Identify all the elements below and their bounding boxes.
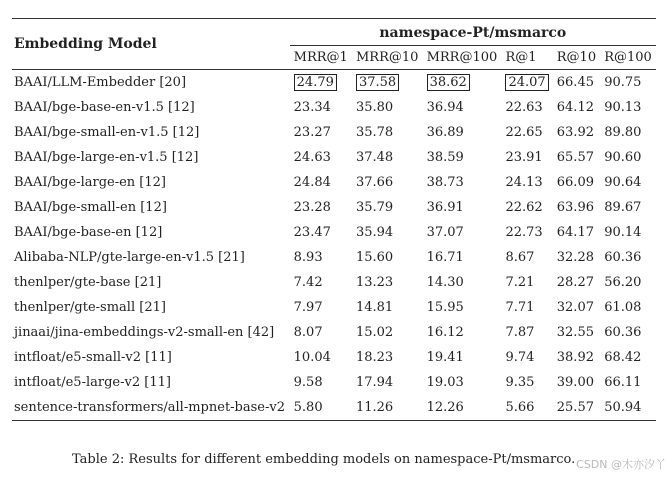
metric-value: 24.79 [294,74,337,91]
metric-value-cell [553,220,600,245]
metric-value-cell [600,70,656,96]
metric-header: R@10 [556,50,597,65]
table-row [12,145,656,170]
metric-value-cell [501,170,552,195]
metric-value-cell [290,220,352,245]
metric-value: 89.80 [604,125,642,140]
metric-value-cell [290,120,352,145]
metric-value-cell [501,345,552,370]
metric-value: 39.00 [556,375,594,390]
metric-value: 23.28 [293,200,331,215]
model-name-cell: thenlper/gte-base [21] [14,275,162,290]
metric-value: 7.71 [505,300,535,315]
metric-value: 7.87 [505,325,535,340]
metric-value-cell [553,170,600,195]
metric-value-cell [501,195,552,220]
metric-value: 38.59 [426,150,464,165]
metric-value: 24.84 [293,175,331,190]
metric-value: 35.80 [355,100,394,115]
metric-value: 12.26 [426,400,464,415]
metric-value-cell [501,320,552,345]
table-row [12,120,656,145]
model-name-cell: BAAI/bge-base-en [12] [14,225,163,240]
model-name-cell: BAAI/bge-small-en-v1.5 [12] [14,125,200,140]
metric-value-cell [352,170,423,195]
metric-value: 19.03 [426,375,464,390]
metric-value: 50.94 [604,400,642,415]
metric-value: 24.07 [505,74,548,91]
metric-header: MRR@10 [355,50,419,65]
metric-value-cell [553,95,600,120]
metric-value-cell [553,120,600,145]
metric-value-cell [600,145,656,170]
metric-value: 89.67 [604,200,642,215]
metric-value-cell [352,70,423,96]
metric-value-cell [600,195,656,220]
model-name-cell: BAAI/bge-base-en-v1.5 [12] [14,100,195,115]
metric-value-cell [501,95,552,120]
table-row [12,395,656,421]
watermark: CSDN @木亦汐丫 [576,458,666,471]
metric-value: 68.42 [604,350,642,365]
metric-value-cell [423,95,502,120]
metric-value: 66.09 [556,175,594,190]
table-row [12,370,656,395]
metric-value: 8.93 [293,250,323,265]
metric-value: 23.27 [293,125,331,140]
table-row [12,170,656,195]
metric-value-cell [423,270,502,295]
metric-value-cell [290,395,352,421]
metric-value-cell [501,270,552,295]
metric-value: 90.75 [604,75,642,90]
metric-value-cell [501,245,552,270]
metric-value: 37.58 [356,74,399,91]
metric-value: 22.73 [505,225,543,240]
metric-value-cell [352,270,423,295]
metric-value-cell [290,320,352,345]
metric-value-cell [290,270,352,295]
model-name-cell: sentence-transformers/all-mpnet-base-v2 [12,395,290,421]
metric-value-cell [290,370,352,395]
metric-value: 65.57 [556,150,594,165]
metric-value: 23.47 [293,225,331,240]
model-name-cell: intfloat/e5-large-v2 [11] [14,375,171,390]
model-name-cell: Alibaba-NLP/gte-large-en-v1.5 [21] [14,250,245,265]
metric-value: 9.74 [505,350,535,365]
metric-value-cell [600,370,656,395]
metric-value: 15.02 [355,325,394,340]
metric-value: 36.89 [426,125,464,140]
metric-value: 22.63 [505,100,543,115]
metric-value: 90.64 [604,175,642,190]
metric-value: 35.78 [355,125,394,140]
metric-value: 5.66 [505,400,535,415]
metric-value-cell [600,395,656,421]
metric-value-cell [600,320,656,345]
metric-value: 32.07 [556,300,594,315]
metric-value-cell [501,220,552,245]
metric-value-cell [600,170,656,195]
metric-value-cell [352,245,423,270]
table-row [12,320,656,345]
model-name-cell: jinaai/jina-embeddings-v2-small-en [42] [14,325,275,340]
metric-value-cell [600,345,656,370]
metric-value-cell [290,170,352,195]
metric-value: 32.28 [556,250,594,265]
metric-value-cell [553,395,600,421]
metric-header: MRR@100 [426,50,498,65]
metric-value: 8.07 [293,325,323,340]
metric-value: 60.36 [604,325,642,340]
metric-value: 14.81 [355,300,394,315]
model-name-cell: BAAI/LLM-Embedder [20] [12,70,290,96]
metric-value: 37.07 [426,225,464,240]
table-header-row-top [12,19,656,46]
metric-value: 38.73 [426,175,464,190]
metric-value-cell [553,145,600,170]
metric-value: 28.27 [556,275,594,290]
table-row [12,295,656,320]
metric-value: 9.58 [293,375,323,390]
metric-value: 16.12 [426,325,464,340]
metric-value: 24.13 [505,175,543,190]
metric-value-cell [553,295,600,320]
metric-value: 90.13 [604,100,642,115]
metric-value: 35.94 [355,225,394,240]
table-row [12,220,656,245]
metric-value-cell [352,120,423,145]
metric-value: 32.55 [556,325,594,340]
metric-value: 23.34 [293,100,331,115]
metric-header: MRR@1 [293,50,348,65]
metric-value-cell [423,70,502,96]
metric-value-cell [600,120,656,145]
metric-value-cell [290,345,352,370]
metric-value: 16.71 [426,250,464,265]
metric-value-cell [352,95,423,120]
metric-value: 37.48 [355,150,394,165]
metric-value-cell [501,395,552,421]
metric-value-cell [352,320,423,345]
metric-value: 22.65 [505,125,543,140]
metric-value-cell [553,345,600,370]
metric-value: 7.21 [505,275,535,290]
metric-value: 36.91 [426,200,464,215]
metric-value-cell [290,95,352,120]
metric-value-cell [352,370,423,395]
metric-value-cell [423,345,502,370]
metric-value: 14.30 [426,275,464,290]
metric-value: 23.91 [505,150,543,165]
metric-value-cell [553,320,600,345]
metric-value: 7.42 [293,275,323,290]
model-name-cell: thenlper/gte-small [21] [14,300,166,315]
model-name-cell: intfloat/e5-small-v2 [11] [14,350,172,365]
table-body [12,70,656,421]
metric-value-cell [352,145,423,170]
metric-value: 63.92 [556,125,594,140]
metric-value-cell [290,245,352,270]
table-row [12,195,656,220]
table-row [12,95,656,120]
metric-value: 11.26 [355,400,394,415]
metric-value-cell [290,70,352,96]
metric-value-cell [423,220,502,245]
metric-value: 10.04 [293,350,331,365]
metric-value: 90.60 [604,150,642,165]
metric-value-cell [423,320,502,345]
metric-value-cell [600,295,656,320]
metric-value: 35.79 [355,200,394,215]
model-column-header: Embedding Model [12,19,290,70]
metric-value-cell [501,295,552,320]
metric-value: 8.67 [505,250,535,265]
results-table [12,18,656,421]
metric-value-cell [501,120,552,145]
metric-value: 7.97 [293,300,323,315]
metric-value: 15.95 [426,300,464,315]
metric-value: 9.35 [505,375,535,390]
metric-value: 18.23 [355,350,394,365]
metric-value-cell [352,345,423,370]
metric-value-cell [423,295,502,320]
metric-value: 64.12 [556,100,594,115]
metric-value: 38.62 [427,74,470,91]
metric-value: 56.20 [604,275,642,290]
metric-value-cell [600,270,656,295]
metric-value-cell [553,270,600,295]
metric-value-cell [553,245,600,270]
metric-value: 13.23 [355,275,394,290]
table-row [12,245,656,270]
metric-value: 22.62 [505,200,543,215]
metric-value-cell [423,395,502,421]
metric-value: 90.14 [604,225,642,240]
metric-value: 63.96 [556,200,594,215]
metric-value: 19.41 [426,350,464,365]
metric-value-cell [600,245,656,270]
metric-value-cell [501,145,552,170]
metric-value-cell [423,120,502,145]
metric-value: 15.60 [355,250,394,265]
table-caption: Table 2: Results for different embedding models on namespace-Pt/msmarco. [72,452,576,467]
metric-value: 17.94 [355,375,394,390]
metric-value: 66.11 [604,375,642,390]
metric-value-cell [553,70,600,96]
metric-value-cell [553,195,600,220]
metric-value: 38.92 [556,350,594,365]
metric-value-cell [423,245,502,270]
metric-value-cell [290,195,352,220]
metric-value-cell [553,370,600,395]
metric-value: 25.57 [556,400,594,415]
metric-value-cell [501,70,552,96]
table-row [12,70,656,96]
model-name-cell: BAAI/bge-large-en [12] [14,175,166,190]
metric-value-cell [352,295,423,320]
metric-value: 66.45 [556,75,594,90]
metric-value: 37.66 [355,175,394,190]
metric-header: R@100 [604,50,652,65]
metric-value-cell [352,220,423,245]
metric-value: 5.80 [293,400,323,415]
metric-value-cell [423,195,502,220]
metric-value-cell [501,370,552,395]
metric-value-cell [600,220,656,245]
table-row [12,345,656,370]
results-table-container [12,18,656,421]
dataset-group-header: namespace-Pt/msmarco [290,19,656,46]
metric-value-cell [423,145,502,170]
table-row [12,270,656,295]
metric-value-cell [352,395,423,421]
metric-value: 36.94 [426,100,464,115]
metric-value-cell [423,170,502,195]
metric-value: 24.63 [293,150,331,165]
metric-value-cell [290,145,352,170]
model-name-cell: BAAI/bge-small-en [12] [14,200,167,215]
metric-header: R@1 [505,50,537,65]
metric-value: 64.17 [556,225,594,240]
metric-value: 61.08 [604,300,642,315]
metric-value-cell [423,370,502,395]
metric-value: 60.36 [604,250,642,265]
model-name-cell: BAAI/bge-large-en-v1.5 [12] [14,150,199,165]
metric-value-cell [352,195,423,220]
metric-value-cell [600,95,656,120]
metric-value-cell [290,295,352,320]
